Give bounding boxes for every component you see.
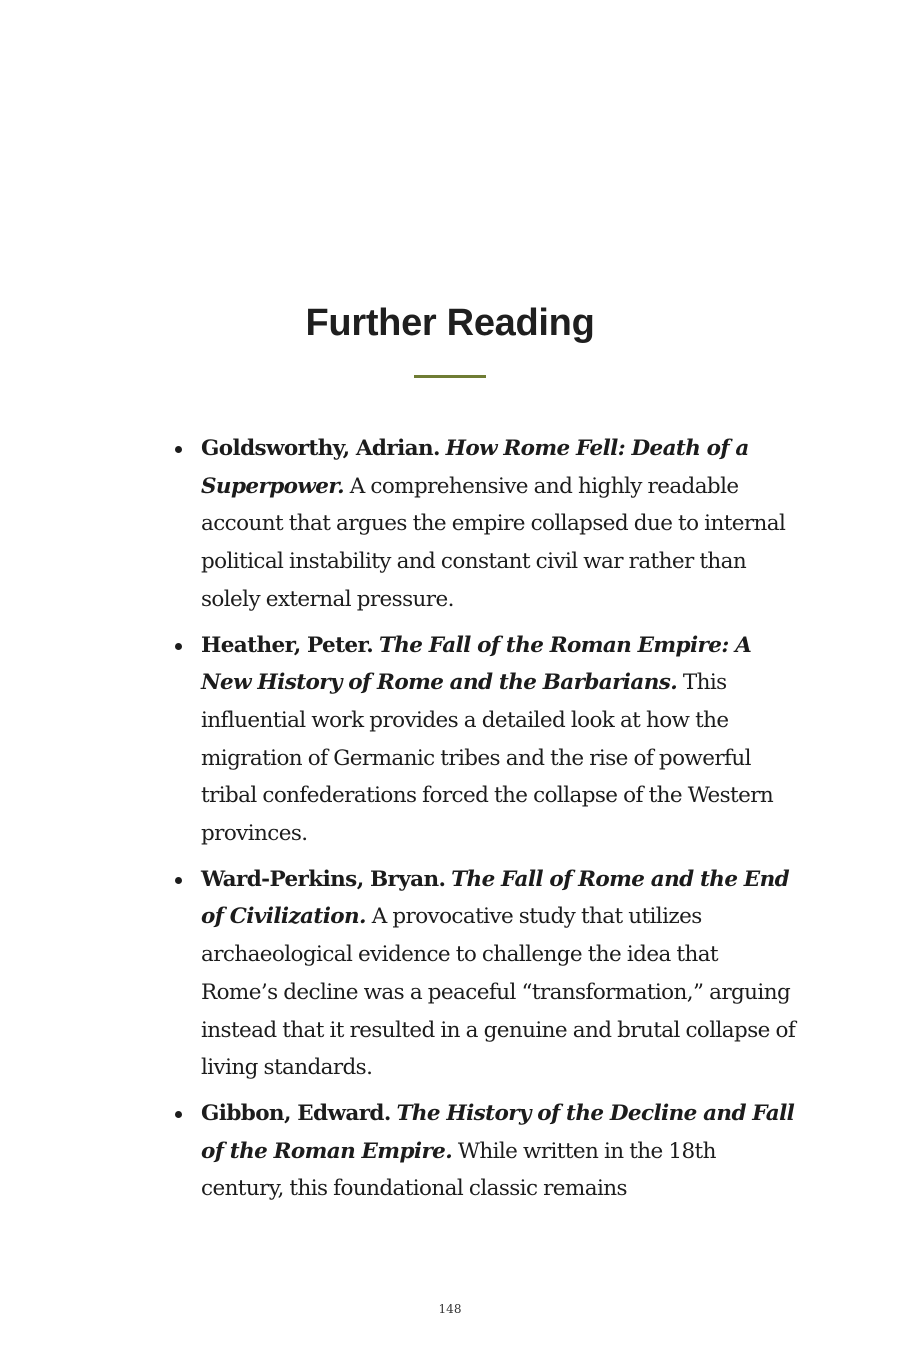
entry-author: Ward-Perkins, Bryan. <box>201 866 446 892</box>
bullet-icon <box>175 877 182 884</box>
entry-description: A provocative study that utilizes archaeological evidence to challenge the idea that Rome’s decline was a peaceful “transformation,” arguing instead that it resulted in a genuine and brutal collapse of living standards. <box>201 904 796 1081</box>
bullet-icon <box>175 1111 182 1118</box>
entry-title: How Rome Fell: Death of a Superpower. <box>201 436 749 499</box>
further-reading-list <box>175 430 800 1216</box>
reading-entry-goldsworthy <box>175 430 800 619</box>
bullet-icon <box>175 446 182 453</box>
entry-description: While written in the 18th century, this foundational classic remains <box>201 1138 716 1202</box>
entry-title: The Fall of the Roman Empire: A New History of Rome and the Barbarians. <box>201 632 752 696</box>
entry-title: The History of the Decline and Fall of the Roman Empire. <box>201 1100 795 1164</box>
title-underline-rule <box>414 375 486 378</box>
entry-author: Heather, Peter. <box>201 632 374 658</box>
page-number: 148 <box>438 1302 462 1316</box>
reading-entry-gibbon <box>175 1095 800 1208</box>
entry-title: The Fall of Rome and the End of Civilization. <box>201 866 790 930</box>
entry-author: Gibbon, Edward. <box>201 1100 391 1126</box>
entry-description: This influential work provides a detailed look at how the migration of Germanic tribes and the rise of powerful tribal confederations forced the collapse of the Western provinces. <box>201 670 774 847</box>
entry-author: Goldsworthy, Adrian. <box>201 436 440 461</box>
page-title: Further Reading <box>305 302 595 344</box>
reading-entry-heather <box>175 627 800 853</box>
bullet-icon <box>175 643 182 650</box>
reading-entry-ward-perkins <box>175 861 800 1087</box>
entry-description: A comprehensive and highly readable account that argues the empire collapsed due to internal political instability and constant civil war rather than solely external pressure. <box>201 473 786 612</box>
